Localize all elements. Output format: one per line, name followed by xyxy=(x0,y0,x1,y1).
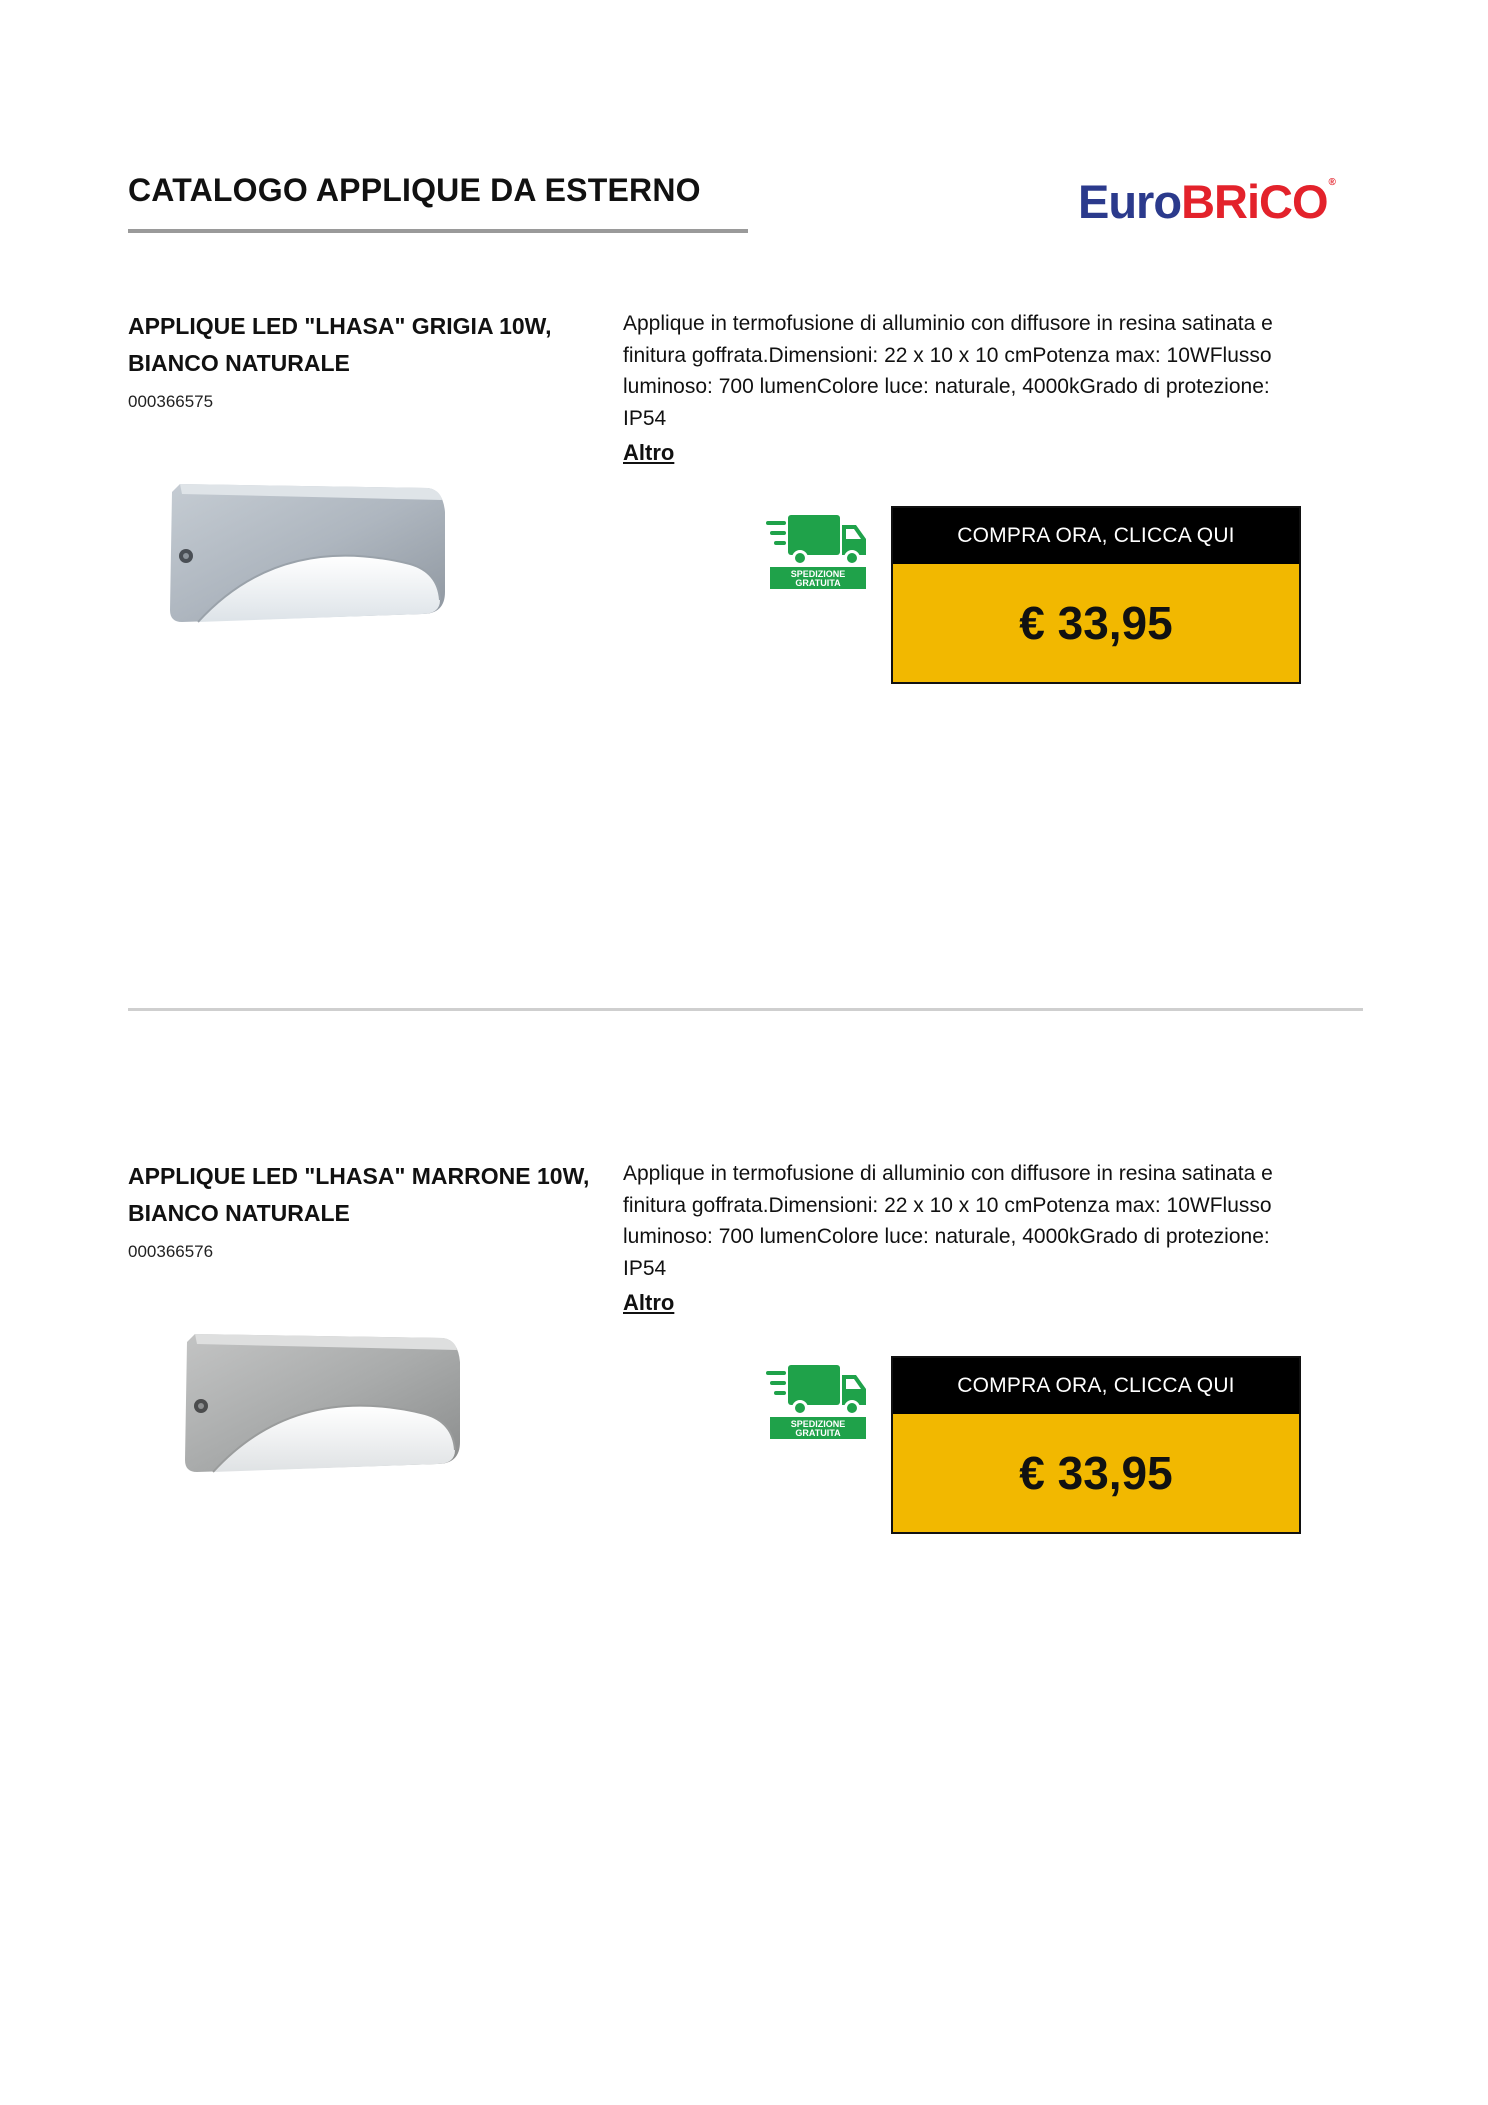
product-name: APPLIQUE LED "LHASA" GRIGIA 10W, BIANCO NATURALE xyxy=(128,313,552,376)
badge-text-line2: GRATUITA xyxy=(795,1428,841,1438)
more-details-link[interactable]: Altro xyxy=(623,1290,675,1315)
truck-icon xyxy=(766,515,866,566)
product-code: 000366576 xyxy=(128,1242,214,1261)
buy-now-label: COMPRA ORA, CLICCA QUI xyxy=(893,1358,1299,1414)
eurobrico-logo xyxy=(1078,175,1335,228)
product-image-wall-light-grey xyxy=(160,472,460,642)
buy-now-button[interactable] xyxy=(891,1356,1301,1534)
title-underline xyxy=(128,229,748,233)
badge-text-line1: SPEDIZIONE xyxy=(790,569,846,579)
free-shipping-badge xyxy=(766,515,868,589)
logo-part-brico: BRiCO xyxy=(1181,175,1328,228)
logo-part-euro: Euro xyxy=(1078,175,1182,228)
product-card xyxy=(0,1158,1488,1578)
buy-now-label: COMPRA ORA, CLICCA QUI xyxy=(893,508,1299,564)
more-details-link[interactable]: Altro xyxy=(623,440,675,465)
product-divider xyxy=(128,1008,1363,1011)
badge-text-line1: SPEDIZIONE xyxy=(790,1419,846,1429)
product-name: APPLIQUE LED "LHASA" MARRONE 10W, BIANCO NATURALE xyxy=(128,1163,590,1226)
logo-registered-mark: ® xyxy=(1328,177,1335,188)
truck-icon xyxy=(766,1365,866,1416)
product-price: € 33,95 xyxy=(893,1414,1299,1532)
product-image-wall-light-brown xyxy=(175,1322,475,1492)
product-description: Applique in termofusione di alluminio con diffusore in resina satinata e finitura goffrata.Dimensioni: 22 x 10 x 10 cmPotenza max: 10WFlusso luminoso: 700 lumenColore luce: naturale, 4000kGrado di protezione: IP54 xyxy=(623,312,1273,430)
catalog-title: CATALOGO APPLIQUE DA ESTERNO xyxy=(128,172,701,208)
buy-now-button[interactable] xyxy=(891,506,1301,684)
product-card xyxy=(0,308,1488,728)
free-shipping-badge xyxy=(766,1365,868,1439)
product-code: 000366575 xyxy=(128,392,214,411)
product-price: € 33,95 xyxy=(893,564,1299,682)
badge-text-line2: GRATUITA xyxy=(795,578,841,588)
product-description: Applique in termofusione di alluminio con diffusore in resina satinata e finitura goffrata.Dimensioni: 22 x 10 x 10 cmPotenza max: 10WFlusso luminoso: 700 lumenColore luce: naturale, 4000kGrado di protezione: IP54 xyxy=(623,1162,1273,1280)
